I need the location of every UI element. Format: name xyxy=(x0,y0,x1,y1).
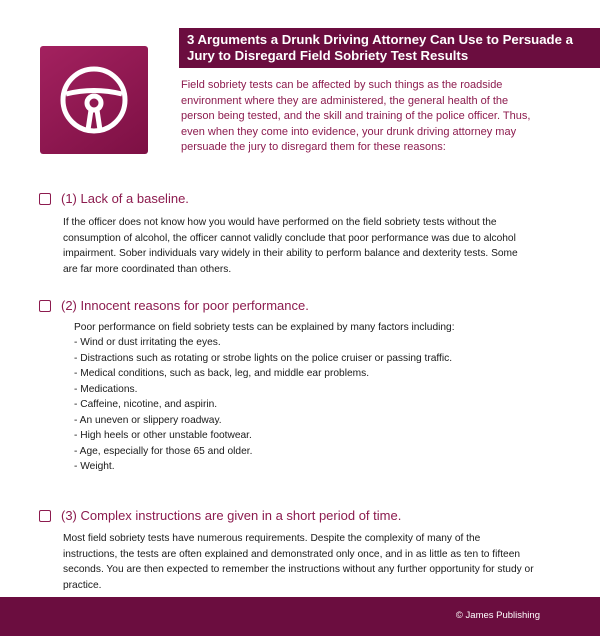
list-item: - Medications. xyxy=(74,382,534,398)
list-item: - Distractions such as rotating or strobe lights on the police cruiser or passing traffic. xyxy=(74,351,534,367)
section-3-body: Most field sobriety tests have numerous requirements. Despite the complexity of many of the instructions, the tests are often explained and demonstrated only once, and in as little as ten to fifteen seconds. You are then expected to remember the instructions without any further opportunity for study or practice. xyxy=(63,533,534,591)
intro-paragraph: Field sobriety tests can be affected by such things as the roadside environment where they are administered, the general health of the person being tested, and the skill and training of the police officer. Thus, even when they come into evidence, your drunk driving attorney may persuade the jury to disregard them for these reasons: xyxy=(181,79,531,153)
list-item: - Caffeine, nicotine, and aspirin. xyxy=(74,397,534,413)
section-title: (3) Complex instructions are given in a short period of time. xyxy=(61,508,402,523)
section-1-body: If the officer does not know how you would have performed on the field sobriety tests without the consumption of alcohol, the officer cannot validly conclude that poor performance was due to alcohol impairment. Sober individuals vary widely in their ability to perform balance and dexterity tests. Some are far more coordinated than others. xyxy=(63,217,518,275)
section-title: (2) Innocent reasons for poor performance. xyxy=(61,298,309,313)
list-item: - Medical conditions, such as back, leg, and middle ear problems. xyxy=(74,366,534,382)
checkbox-1[interactable] xyxy=(39,193,51,205)
steering-wheel-icon xyxy=(57,63,131,137)
section-1-heading xyxy=(39,191,189,206)
checkbox-2[interactable] xyxy=(39,300,51,312)
section-2-heading xyxy=(39,298,309,313)
section-title: (1) Lack of a baseline. xyxy=(61,191,189,206)
list-item: - Age, especially for those 65 and older. xyxy=(74,444,534,460)
list-item: - An uneven or slippery roadway. xyxy=(74,413,534,429)
logo-tile xyxy=(40,46,148,154)
list-item: - High heels or other unstable footwear. xyxy=(74,428,534,444)
copyright-text: © James Publishing xyxy=(455,610,540,621)
checkbox-3[interactable] xyxy=(39,510,51,522)
list-item: - Weight. xyxy=(74,459,534,475)
footer-bar xyxy=(0,597,600,636)
list-item: - Wind or dust irritating the eyes. xyxy=(74,335,534,351)
section-2-body: Poor performance on field sobriety tests can be explained by many factors including: xyxy=(74,322,455,333)
factor-list xyxy=(74,335,534,475)
section-3-heading xyxy=(39,508,401,523)
page-title: 3 Arguments a Drunk Driving Attorney Can Use to Persuade a Jury to Disregard Field Sobriety Test Results xyxy=(179,28,600,68)
